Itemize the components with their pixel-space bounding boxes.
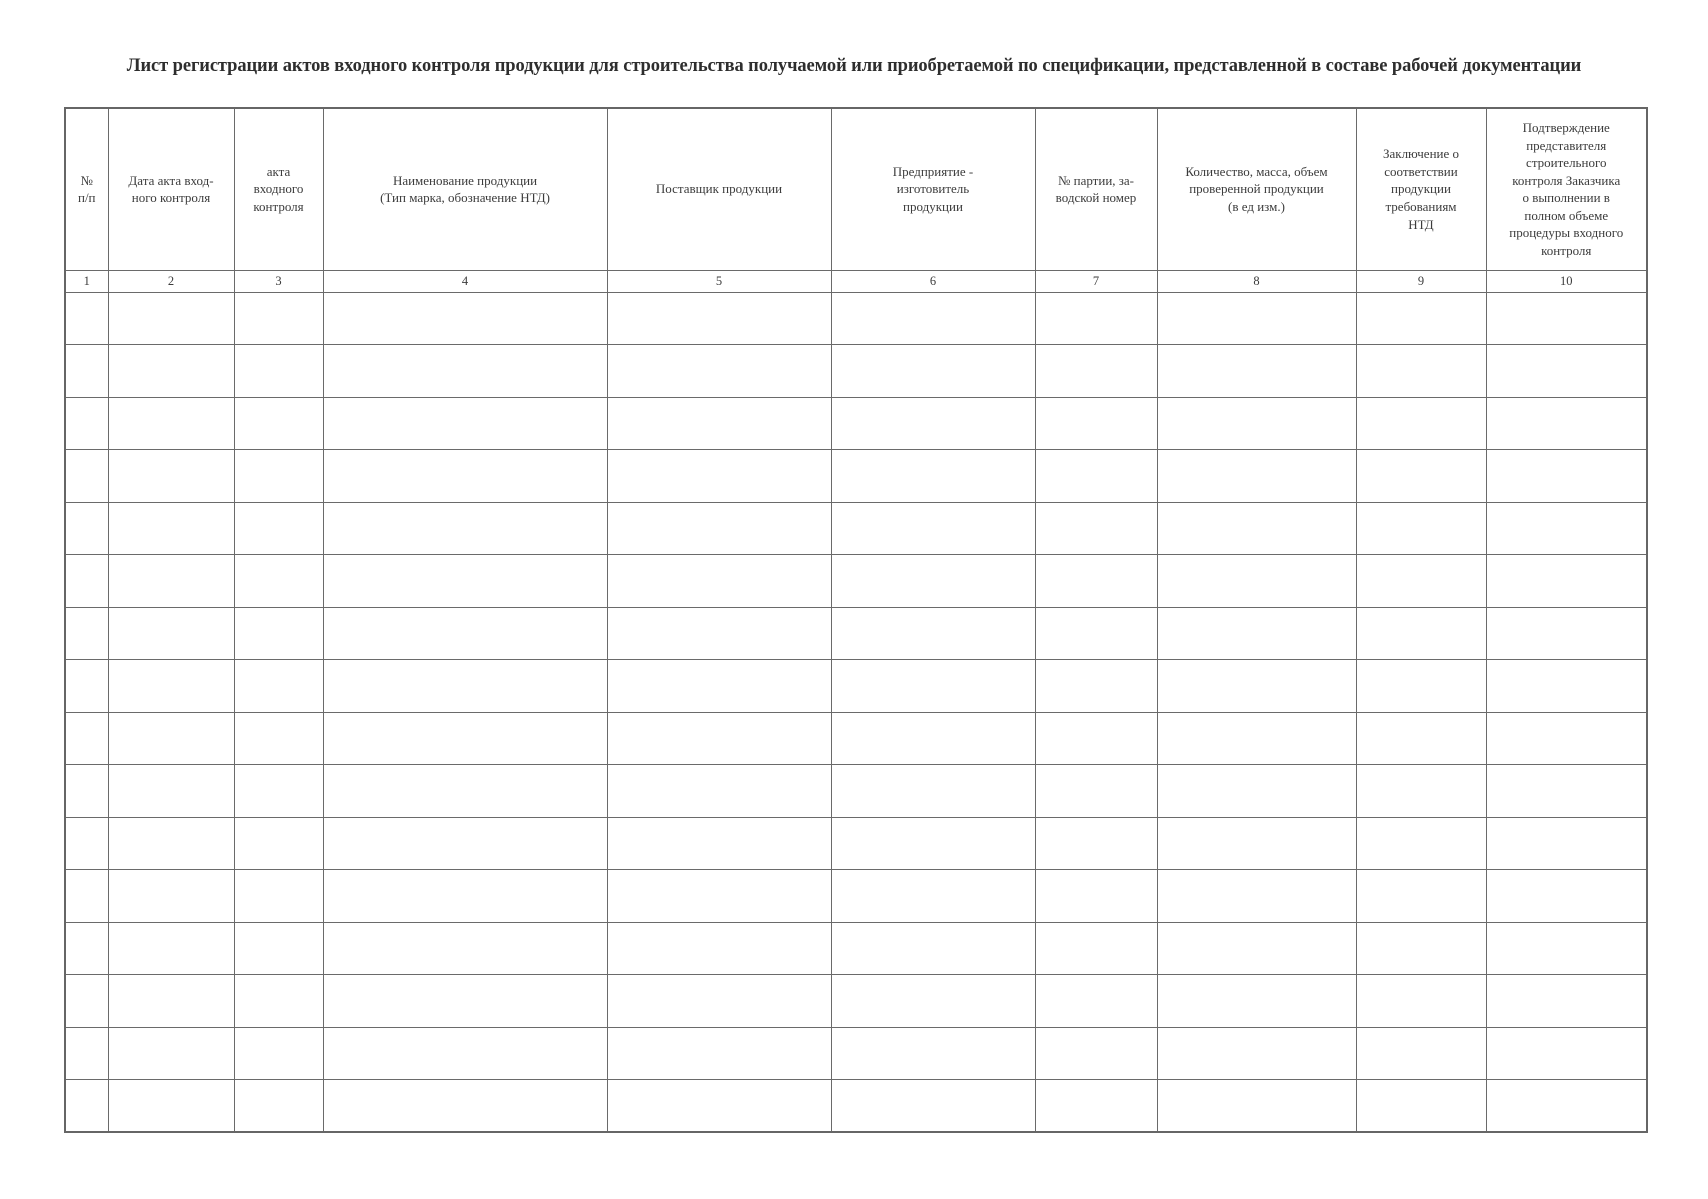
table-cell[interactable] [108, 660, 234, 713]
table-cell[interactable] [831, 1027, 1035, 1080]
table-cell[interactable] [1035, 607, 1157, 660]
table-cell[interactable] [831, 292, 1035, 345]
column-number-10: 10 [1486, 270, 1647, 292]
table-cell[interactable] [1486, 450, 1647, 503]
table-cell[interactable] [607, 1080, 831, 1133]
table-cell[interactable] [1157, 922, 1356, 975]
table-cell[interactable] [234, 345, 323, 398]
table-cell[interactable] [1356, 1080, 1486, 1133]
table-cell[interactable] [1486, 922, 1647, 975]
table-cell[interactable] [65, 502, 108, 555]
table-cell[interactable] [1356, 870, 1486, 923]
table-cell[interactable] [1157, 765, 1356, 818]
table-cell[interactable] [234, 922, 323, 975]
header-text-line: водской номер [1055, 190, 1137, 206]
table-row [65, 292, 1647, 345]
table-cell[interactable] [234, 660, 323, 713]
table-cell[interactable] [1157, 660, 1356, 713]
table-cell[interactable] [323, 555, 607, 608]
table-cell[interactable] [1356, 555, 1486, 608]
column-number-row [65, 270, 1647, 292]
table-cell[interactable] [1356, 502, 1486, 555]
header-text-line: Поставщик продукции [655, 181, 783, 197]
header-text-line: соответствии [1384, 163, 1458, 179]
table-cell[interactable] [65, 870, 108, 923]
header-text-line: акта [266, 163, 291, 179]
table-cell[interactable] [1356, 817, 1486, 870]
table-cell[interactable] [1356, 1027, 1486, 1080]
table-cell[interactable] [108, 1027, 234, 1080]
table-cell[interactable] [1157, 1080, 1356, 1133]
table-cell[interactable] [323, 345, 607, 398]
table-cell[interactable] [831, 502, 1035, 555]
table-cell[interactable] [323, 397, 607, 450]
table-cell[interactable] [108, 922, 234, 975]
header-text-line: контроля [253, 199, 304, 215]
table-cell[interactable] [65, 922, 108, 975]
table-cell[interactable] [323, 450, 607, 503]
table-cell[interactable] [607, 502, 831, 555]
table-cell[interactable] [607, 765, 831, 818]
table-cell[interactable] [234, 975, 323, 1028]
table-cell[interactable] [831, 450, 1035, 503]
table-cell[interactable] [831, 975, 1035, 1028]
header-text-line: № [80, 172, 93, 188]
table-cell[interactable] [831, 712, 1035, 765]
column-number-8: 8 [1157, 270, 1356, 292]
table-cell[interactable] [607, 555, 831, 608]
table-cell[interactable] [1035, 922, 1157, 975]
column-header-5 [607, 108, 831, 270]
table-cell[interactable] [108, 292, 234, 345]
table-cell[interactable] [607, 1027, 831, 1080]
table-cell[interactable] [323, 712, 607, 765]
table-cell[interactable] [1035, 660, 1157, 713]
table-cell[interactable] [1157, 450, 1356, 503]
register-table [64, 107, 1648, 1133]
table-row [65, 607, 1647, 660]
table-cell[interactable] [607, 607, 831, 660]
table-cell[interactable] [607, 712, 831, 765]
column-header-9 [1356, 108, 1486, 270]
table-cell[interactable] [65, 555, 108, 608]
table-cell[interactable] [323, 1027, 607, 1080]
table-cell[interactable] [1356, 975, 1486, 1028]
table-row [65, 1027, 1647, 1080]
table-cell[interactable] [65, 397, 108, 450]
column-number-4: 4 [323, 270, 607, 292]
table-row [65, 345, 1647, 398]
table-cell[interactable] [1486, 555, 1647, 608]
table-cell[interactable] [323, 922, 607, 975]
table-cell[interactable] [1157, 502, 1356, 555]
table-cell[interactable] [1157, 817, 1356, 870]
table-cell[interactable] [1157, 292, 1356, 345]
table-cell[interactable] [234, 817, 323, 870]
table-cell[interactable] [1035, 345, 1157, 398]
header-text-line: проверенной продукции [1189, 181, 1324, 197]
table-cell[interactable] [108, 712, 234, 765]
table-cell[interactable] [1157, 1027, 1356, 1080]
table-cell[interactable] [323, 502, 607, 555]
table-row [65, 397, 1647, 450]
table-cell[interactable] [1356, 712, 1486, 765]
header-text-line: Наименование продукции [392, 172, 538, 188]
header-text-line: ного контроля [131, 190, 211, 206]
table-cell[interactable] [65, 765, 108, 818]
table-cell[interactable] [831, 660, 1035, 713]
header-row [65, 108, 1647, 270]
column-header-10 [1486, 108, 1647, 270]
column-number-7: 7 [1035, 270, 1157, 292]
table-cell[interactable] [607, 292, 831, 345]
table-cell[interactable] [234, 712, 323, 765]
column-header-2 [108, 108, 234, 270]
table-cell[interactable] [234, 292, 323, 345]
header-text-line: требованиям [1385, 199, 1457, 215]
table-cell[interactable] [1157, 870, 1356, 923]
header-text-line: (Тип марка, обозначение НТД) [380, 190, 550, 206]
header-text-line: № партии, за- [1057, 172, 1135, 188]
table-cell[interactable] [234, 870, 323, 923]
table-cell[interactable] [323, 1080, 607, 1133]
table-cell[interactable] [65, 607, 108, 660]
table-cell[interactable] [1486, 607, 1647, 660]
table-cell[interactable] [234, 765, 323, 818]
table-cell[interactable] [1157, 555, 1356, 608]
table-cell[interactable] [1157, 712, 1356, 765]
table-cell[interactable] [1486, 660, 1647, 713]
table-cell[interactable] [1356, 397, 1486, 450]
column-number-6: 6 [831, 270, 1035, 292]
table-cell[interactable] [1035, 765, 1157, 818]
table-cell[interactable] [831, 397, 1035, 450]
header-text-line: контроля Заказчика [1512, 172, 1621, 188]
column-header-4 [323, 108, 607, 270]
table-cell[interactable] [1035, 975, 1157, 1028]
table-cell[interactable] [108, 870, 234, 923]
table-cell[interactable] [323, 975, 607, 1028]
table-cell[interactable] [1035, 817, 1157, 870]
table-cell[interactable] [65, 450, 108, 503]
table-cell[interactable] [607, 922, 831, 975]
table-row [65, 870, 1647, 923]
table-cell[interactable] [234, 1027, 323, 1080]
header-text-line: контроля [1541, 242, 1592, 258]
table-cell[interactable] [1035, 397, 1157, 450]
table-cell[interactable] [1157, 975, 1356, 1028]
table-row [65, 712, 1647, 765]
table-cell[interactable] [1486, 345, 1647, 398]
table-cell[interactable] [607, 397, 831, 450]
header-text-line: продукции [1391, 181, 1451, 197]
table-cell[interactable] [1356, 292, 1486, 345]
column-header-1 [65, 108, 108, 270]
header-text-line: Количество, масса, объем [1185, 163, 1328, 179]
table-cell[interactable] [1486, 870, 1647, 923]
header-text-line: о выполнении в [1522, 190, 1610, 206]
table-cell[interactable] [1356, 922, 1486, 975]
table-cell[interactable] [65, 975, 108, 1028]
table-row [65, 502, 1647, 555]
table-cell[interactable] [831, 607, 1035, 660]
table-cell[interactable] [323, 292, 607, 345]
column-number-2: 2 [108, 270, 234, 292]
table-cell[interactable] [607, 870, 831, 923]
table-cell[interactable] [234, 555, 323, 608]
table-cell[interactable] [831, 817, 1035, 870]
table-row [65, 975, 1647, 1028]
table-cell[interactable] [234, 450, 323, 503]
table-cell[interactable] [831, 1080, 1035, 1133]
table-cell[interactable] [323, 765, 607, 818]
table-cell[interactable] [831, 345, 1035, 398]
table-cell[interactable] [607, 345, 831, 398]
header-text-line: (в ед изм.) [1228, 199, 1285, 215]
table-row [65, 555, 1647, 608]
header-text-line: Подтверждение [1522, 120, 1610, 136]
column-number-1: 1 [65, 270, 108, 292]
table-cell[interactable] [607, 817, 831, 870]
column-number-3: 3 [234, 270, 323, 292]
table-cell[interactable] [607, 975, 831, 1028]
table-row [65, 660, 1647, 713]
table-row [65, 922, 1647, 975]
table-cell[interactable] [65, 1027, 108, 1080]
table-cell[interactable] [108, 502, 234, 555]
table-cell[interactable] [607, 660, 831, 713]
header-text-line: Заключение о [1382, 146, 1460, 162]
table-cell[interactable] [1486, 502, 1647, 555]
table-cell[interactable] [108, 450, 234, 503]
table-cell[interactable] [65, 1080, 108, 1133]
header-text-line: п/п [77, 190, 96, 206]
table-cell[interactable] [1486, 292, 1647, 345]
header-text-line: процедуры входного [1509, 225, 1624, 241]
header-text-line: представителя [1526, 137, 1607, 153]
table-cell[interactable] [1486, 1027, 1647, 1080]
table-cell[interactable] [1035, 870, 1157, 923]
column-number-5: 5 [607, 270, 831, 292]
table-cell[interactable] [1356, 765, 1486, 818]
table-cell[interactable] [1157, 397, 1356, 450]
table-row [65, 450, 1647, 503]
table-cell[interactable] [323, 607, 607, 660]
table-cell[interactable] [1035, 502, 1157, 555]
table-row [65, 765, 1647, 818]
column-header-6 [831, 108, 1035, 270]
table-cell[interactable] [831, 870, 1035, 923]
column-header-7 [1035, 108, 1157, 270]
table-row [65, 1080, 1647, 1133]
header-text-line: НТД [1408, 216, 1434, 232]
table-cell[interactable] [1035, 555, 1157, 608]
table-cell[interactable] [65, 345, 108, 398]
table-cell[interactable] [1035, 450, 1157, 503]
header-text-line: Предприятие - [892, 163, 974, 179]
table-cell[interactable] [234, 1080, 323, 1133]
table-cell[interactable] [65, 660, 108, 713]
header-text-line: продукции [903, 199, 963, 215]
header-text-line: Дата акта вход- [128, 172, 214, 188]
column-number-9: 9 [1356, 270, 1486, 292]
table-cell[interactable] [65, 817, 108, 870]
table-cell[interactable] [323, 870, 607, 923]
header-text-line: строительного [1526, 155, 1607, 171]
header-text-line: изготовитель [896, 181, 970, 197]
table-cell[interactable] [234, 607, 323, 660]
table-row [65, 817, 1647, 870]
column-header-3 [234, 108, 323, 270]
table-cell[interactable] [1035, 1080, 1157, 1133]
table-cell[interactable] [1486, 712, 1647, 765]
table-cell[interactable] [1035, 292, 1157, 345]
header-text-line: полном объеме [1524, 207, 1609, 223]
table-cell[interactable] [1356, 660, 1486, 713]
table-cell[interactable] [1486, 397, 1647, 450]
table-cell[interactable] [831, 922, 1035, 975]
table-cell[interactable] [323, 660, 607, 713]
table-cell[interactable] [831, 765, 1035, 818]
table-cell[interactable] [108, 817, 234, 870]
column-header-8 [1157, 108, 1356, 270]
table-cell[interactable] [65, 292, 108, 345]
table-cell[interactable] [1486, 765, 1647, 818]
table-cell[interactable] [1035, 712, 1157, 765]
header-text-line: входного [253, 181, 304, 197]
table-cell[interactable] [1356, 345, 1486, 398]
table-cell[interactable] [1356, 450, 1486, 503]
table-cell[interactable] [108, 555, 234, 608]
table-cell[interactable] [108, 1080, 234, 1133]
table-cell[interactable] [607, 450, 831, 503]
table-cell[interactable] [1486, 1080, 1647, 1133]
table-cell[interactable] [234, 397, 323, 450]
table-cell[interactable] [108, 975, 234, 1028]
table-cell[interactable] [1035, 1027, 1157, 1080]
table-cell[interactable] [1356, 607, 1486, 660]
table-cell[interactable] [323, 817, 607, 870]
table-cell[interactable] [234, 502, 323, 555]
table-cell[interactable] [1157, 345, 1356, 398]
table-cell[interactable] [65, 712, 108, 765]
page-title: Лист регистрации актов входного контроля продукции для строительства получаемой или приобретаемой по спецификации, представленной в составе рабочей документации [126, 56, 1582, 76]
table-cell[interactable] [1486, 817, 1647, 870]
table-cell[interactable] [108, 765, 234, 818]
table-cell[interactable] [1486, 975, 1647, 1028]
table-cell[interactable] [108, 607, 234, 660]
table-cell[interactable] [1157, 607, 1356, 660]
table-cell[interactable] [108, 345, 234, 398]
table-cell[interactable] [831, 555, 1035, 608]
table-cell[interactable] [108, 397, 234, 450]
